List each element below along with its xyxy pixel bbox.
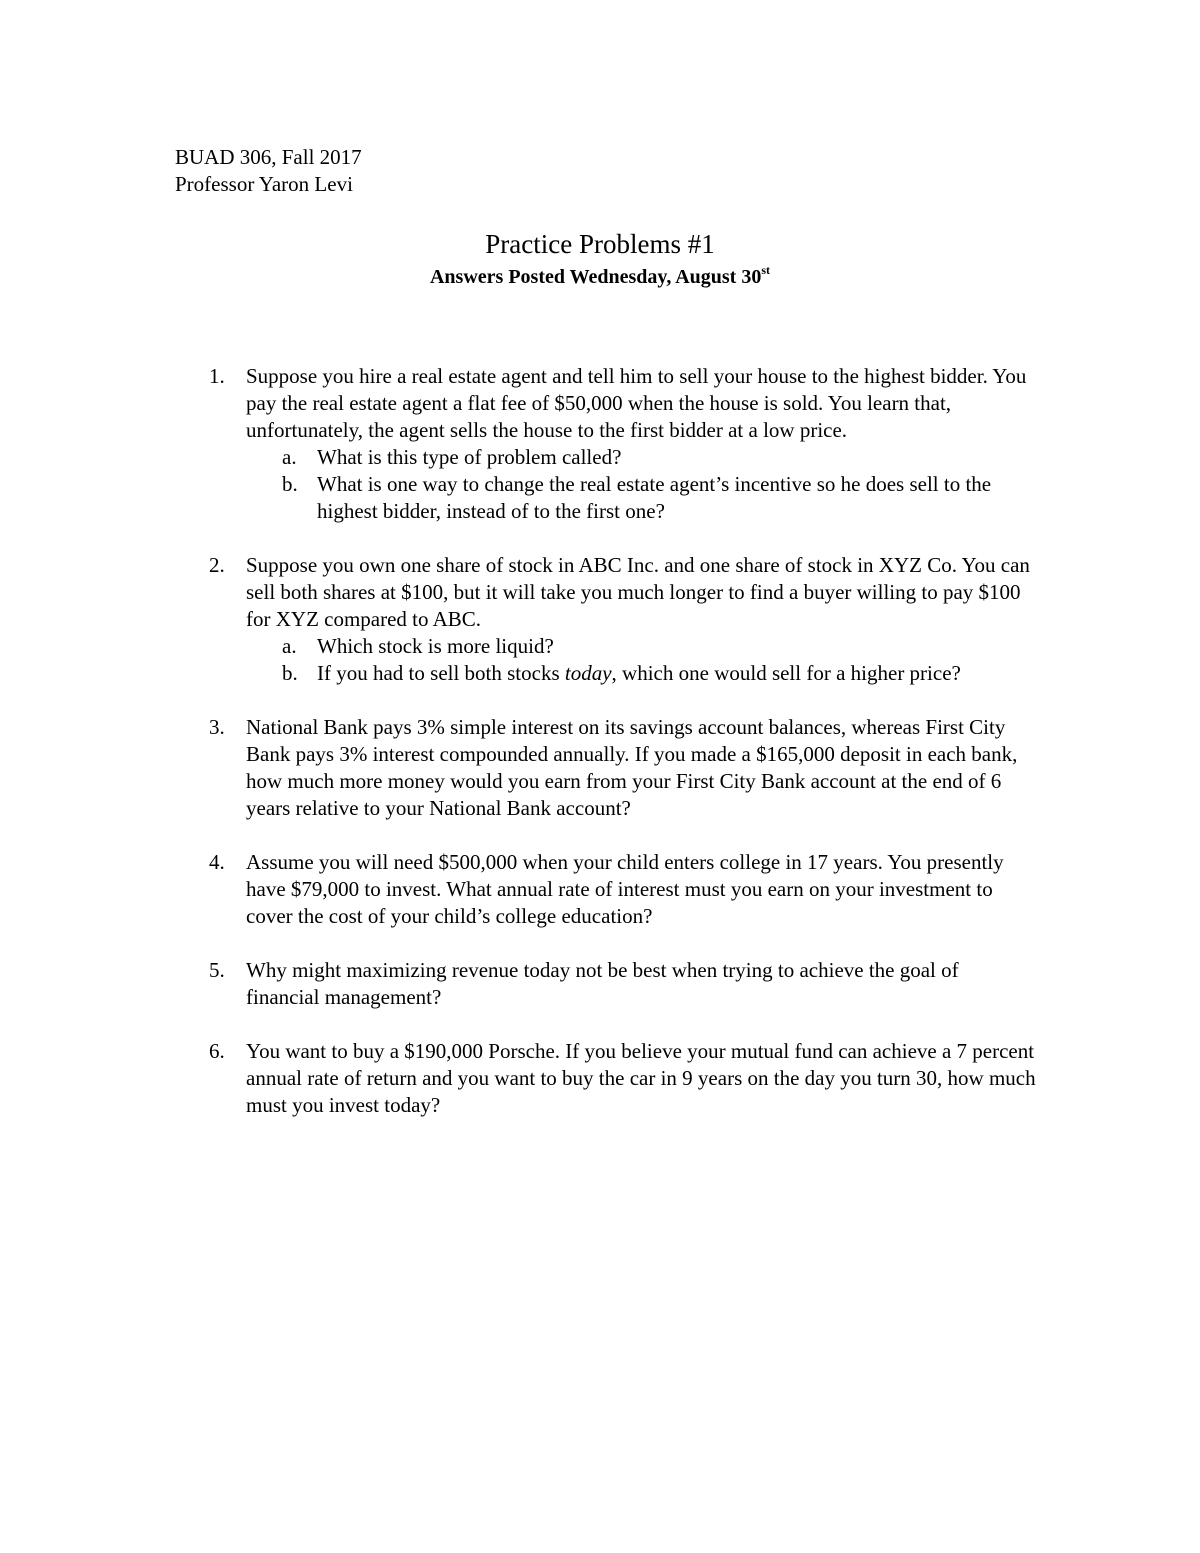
sub-question-letter: b.	[282, 472, 298, 496]
problem-text: Suppose you hire a real estate agent and tell him to sell your house to the highest bidder. You pay the real estate agent a flat fee of $50,000 when the house is sold. You learn that, unfortunately, the agent sells the house to the first bidder at a low price.	[246, 364, 1027, 442]
sub-question-1a	[246, 444, 1037, 471]
problem-text: You want to buy a $190,000 Porsche. If you believe your mutual fund can achieve a 7 percent annual rate of return and you want to buy the car in 9 years on the day you turn 30, how much must you invest today?	[246, 1039, 1036, 1117]
problem-number: 4.	[209, 850, 225, 874]
sub-question-text-end: , which one would sell for a higher price?	[611, 661, 961, 685]
problem-6	[0, 1038, 1036, 1119]
sub-question-1b	[246, 471, 1037, 525]
sub-question-text: What is one way to change the real estate agent’s incentive so he does sell to the highest bidder, instead of to the first one?	[317, 472, 992, 523]
problem-number: 1.	[209, 364, 225, 388]
emphasized-word: today	[564, 661, 612, 685]
sub-question-list	[246, 444, 1036, 525]
problem-4	[0, 849, 1036, 930]
subtitle-text: Answers Posted Wednesday, August 30	[429, 266, 762, 288]
sub-question-2a	[246, 633, 1037, 660]
problem-3	[0, 714, 1036, 822]
course-line: BUAD 306, Fall 2017	[175, 145, 362, 169]
professor-line: Professor Yaron Levi	[175, 172, 353, 196]
problem-text: National Bank pays 3% simple interest on its savings account balances, whereas First City Bank pays 3% interest compounded annually. If you made a $165,000 deposit in each bank, how much more money would you earn from your First City Bank account at the end of 6 years relative to your National Bank account?	[246, 715, 1018, 820]
subtitle-ordinal-suffix: st	[761, 263, 771, 277]
problem-number: 3.	[209, 715, 225, 739]
sub-question-text-start: If you had to sell both stocks	[317, 661, 565, 685]
sub-question-text: Which stock is more liquid?	[317, 634, 554, 658]
problem-2	[0, 552, 1036, 687]
page-title: Practice Problems #1	[485, 229, 715, 259]
sub-question-list	[246, 633, 1036, 687]
sub-question-text	[317, 661, 961, 685]
problem-text: Assume you will need $500,000 when your child enters college in 17 years. You presently have $79,000 to invest. What annual rate of interest must you earn on your investment to cover the cost of your child’s college education?	[246, 850, 1004, 928]
problem-number: 6.	[209, 1039, 225, 1063]
problem-text: Why might maximizing revenue today not be best when trying to achieve the goal of financial management?	[246, 958, 959, 1009]
sub-question-2b	[246, 660, 1037, 687]
document-header	[175, 144, 362, 198]
sub-question-letter: b.	[282, 661, 298, 685]
problem-text: Suppose you own one share of stock in ABC Inc. and one share of stock in XYZ Co. You can sell both shares at $100, but it will take you much longer to find a buyer willing to pay $100 for XYZ compared to ABC.	[246, 553, 1030, 631]
problem-number: 5.	[209, 958, 225, 982]
problem-5	[0, 957, 1036, 1011]
sub-question-text: What is this type of problem called?	[317, 445, 622, 469]
problem-list	[0, 363, 1200, 1146]
problem-1	[0, 363, 1036, 525]
sub-question-letter: a.	[282, 445, 297, 469]
title-block	[0, 227, 1200, 291]
page-subtitle	[0, 263, 1200, 291]
sub-question-letter: a.	[282, 634, 297, 658]
problem-number: 2.	[209, 553, 225, 577]
